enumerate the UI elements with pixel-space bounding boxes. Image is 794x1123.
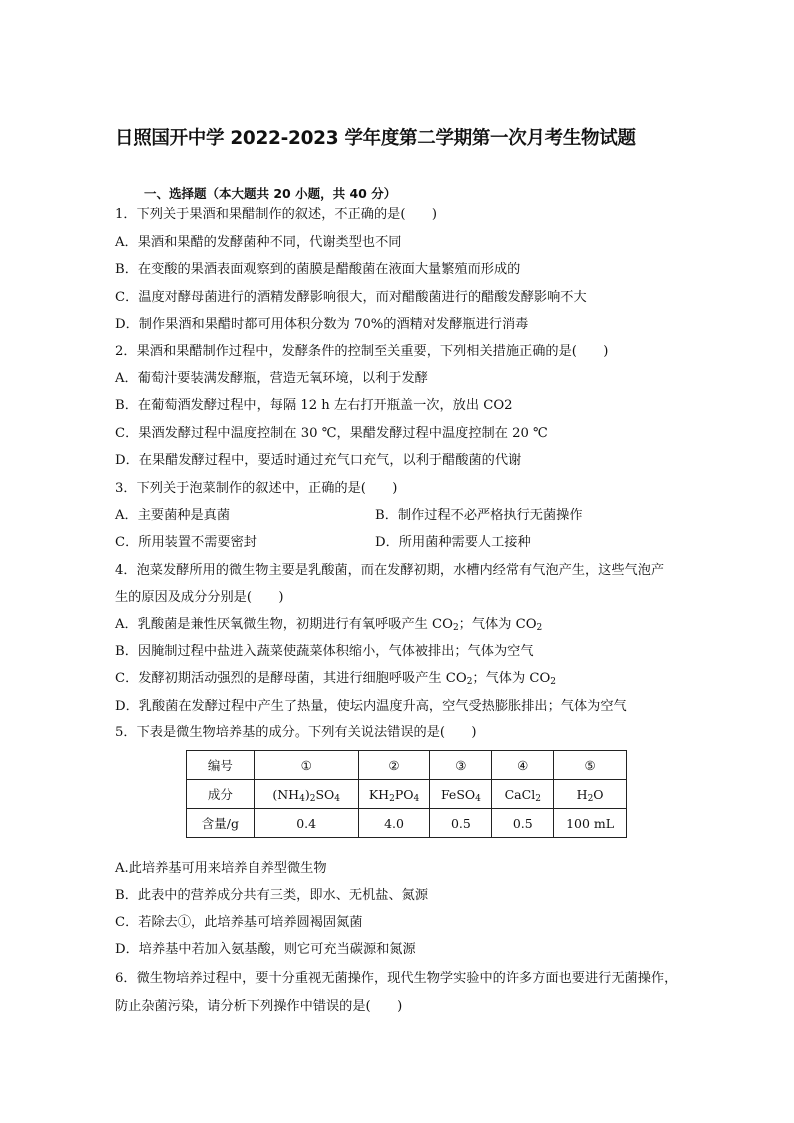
option-4c-text2: ；气体为 CO <box>472 671 551 686</box>
table-cell <box>492 780 554 809</box>
subscript: 4 <box>475 793 481 804</box>
formula-part: (NH <box>272 786 300 802</box>
question-1: 1．下列关于果酒和果醋制作的叙述，不正确的是( ) <box>115 207 437 222</box>
formula-part: SO <box>315 786 335 802</box>
option-5d: D．培养基中若加入氨基酸，则它可充当碳源和氮源 <box>115 942 416 957</box>
option-1c: C．温度对酵母菌进行的酒精发酵影响很大，而对醋酸菌进行的醋酸发酵影响不大 <box>115 290 587 305</box>
table-cell <box>554 780 627 809</box>
option-4a-text: A．乳酸菌是兼性厌氧微生物，初期进行有氧呼吸产生 CO <box>115 617 453 632</box>
option-1d: D．制作果酒和果醋时都可用体积分数为 70%的酒精对发酵瓶进行消毒 <box>115 317 529 332</box>
option-3d: D．所用菌种需要人工接种 <box>375 535 531 550</box>
option-3c: C．所用装置不需要密封 <box>115 535 257 550</box>
option-3a: A．主要菌种是真菌 <box>115 508 231 523</box>
subscript: 4 <box>334 793 340 804</box>
subscript: 2 <box>535 793 541 804</box>
table-cell: 0.5 <box>492 809 554 838</box>
subscript: 4 <box>299 793 305 804</box>
table-row <box>187 809 627 838</box>
option-3b: B．制作过程不必严格执行无菌操作 <box>375 508 583 523</box>
option-5a: A.此培养基可用来培养自养型微生物 <box>115 861 327 876</box>
question-2: 2．果酒和果醋制作过程中，发酵条件的控制至关重要，下列相关措施正确的是( ) <box>115 344 609 359</box>
subscript: 2 <box>389 793 395 804</box>
option-5b: B．此表中的营养成分共有三类，即水、无机盐、氮源 <box>115 888 429 903</box>
option-1b: B．在变酸的果酒表面观察到的菌膜是醋酸菌在液面大量繁殖而形成的 <box>115 262 521 277</box>
table-cell: 0.4 <box>254 809 358 838</box>
formula-part: PO <box>394 786 414 802</box>
row-label: 含量/g <box>187 809 255 838</box>
media-table <box>186 750 627 838</box>
option-5c: C．若除去①，此培养基可培养圆褐固氮菌 <box>115 915 363 930</box>
table-row <box>187 751 627 780</box>
question-4-line1: 4．泡菜发酵所用的微生物主要是乳酸菌，而在发酵初期，水槽内经常有气泡产生，这些气泡产 <box>115 563 665 578</box>
table-cell: ④ <box>492 751 554 780</box>
option-4d: D．乳酸菌在发酵过程中产生了热量，使坛内温度升高，空气受热膨胀排出；气体为空气 <box>115 699 627 714</box>
option-2b: B．在葡萄酒发酵过程中，每隔 12 h 左右打开瓶盖一次，放出 CO2 <box>115 398 513 413</box>
option-2d: D．在果醋发酵过程中，要适时通过充气口充气，以利于醋酸菌的代谢 <box>115 453 522 468</box>
subscript: 2 <box>466 677 473 687</box>
question-3: 3．下列关于泡菜制作的叙述中，正确的是( ) <box>115 481 398 496</box>
formula-part: O <box>593 786 604 802</box>
exam-title: 日照国开中学 2022-2023 学年度第二学期第一次月考生物试题 <box>115 128 636 149</box>
table-cell <box>430 780 492 809</box>
subscript: 2 <box>452 623 459 633</box>
table-cell <box>358 780 430 809</box>
option-2c: C．果酒发酵过程中温度控制在 30 ℃，果醋发酵过程中温度控制在 20 ℃ <box>115 426 548 441</box>
row-label: 编号 <box>187 751 255 780</box>
option-2a: A．葡萄汁要装满发酵瓶，营造无氧环境，以利于发酵 <box>115 371 428 386</box>
table-cell: 100 mL <box>554 809 627 838</box>
question-4-line2: 生的原因及成分分别是( ) <box>115 590 284 605</box>
table-cell: ③ <box>430 751 492 780</box>
option-1a: A．果酒和果醋的发酵菌种不同，代谢类型也不同 <box>115 235 402 250</box>
option-4c-text: C．发酵初期活动强烈的是酵母菌，其进行细胞呼吸产生 CO <box>115 671 467 686</box>
subscript: 2 <box>309 793 316 804</box>
subscript: 2 <box>587 793 594 804</box>
formula-part: KH <box>368 786 390 802</box>
formula-part: CaCl <box>504 786 536 802</box>
formula-part: H <box>576 786 588 802</box>
subscript: 2 <box>550 677 556 687</box>
option-4c <box>115 670 556 688</box>
formula-part: FeSO <box>440 786 476 802</box>
subscript: 2 <box>536 623 543 633</box>
table-cell: 0.5 <box>430 809 492 838</box>
table-cell: ② <box>358 751 430 780</box>
table-cell <box>254 780 358 809</box>
table-cell: ⑤ <box>554 751 627 780</box>
option-4b: B．因腌制过程中盐进入蔬菜使蔬菜体积缩小，气体被排出；气体为空气 <box>115 644 534 659</box>
table-row <box>187 780 627 809</box>
option-4a <box>115 616 542 634</box>
row-label: 成分 <box>187 780 255 809</box>
option-4a-text2: ；气体为 CO <box>458 617 537 632</box>
subscript: 4 <box>413 793 420 804</box>
section-heading: 一、选择题（本大题共 20 小题，共 40 分） <box>144 186 397 201</box>
formula-part: ) <box>304 786 310 802</box>
table-cell: ① <box>254 751 358 780</box>
question-6-line1: 6．微生物培养过程中，要十分重视无菌操作，现代生物学实验中的许多方面也要进行无菌操作， <box>115 971 678 986</box>
table-cell: 4.0 <box>358 809 430 838</box>
question-6-line2: 防止杂菌污染，请分析下列操作中错误的是( ) <box>115 999 403 1014</box>
question-5: 5．下表是微生物培养基的成分。下列有关说法错误的是( ) <box>115 725 477 740</box>
